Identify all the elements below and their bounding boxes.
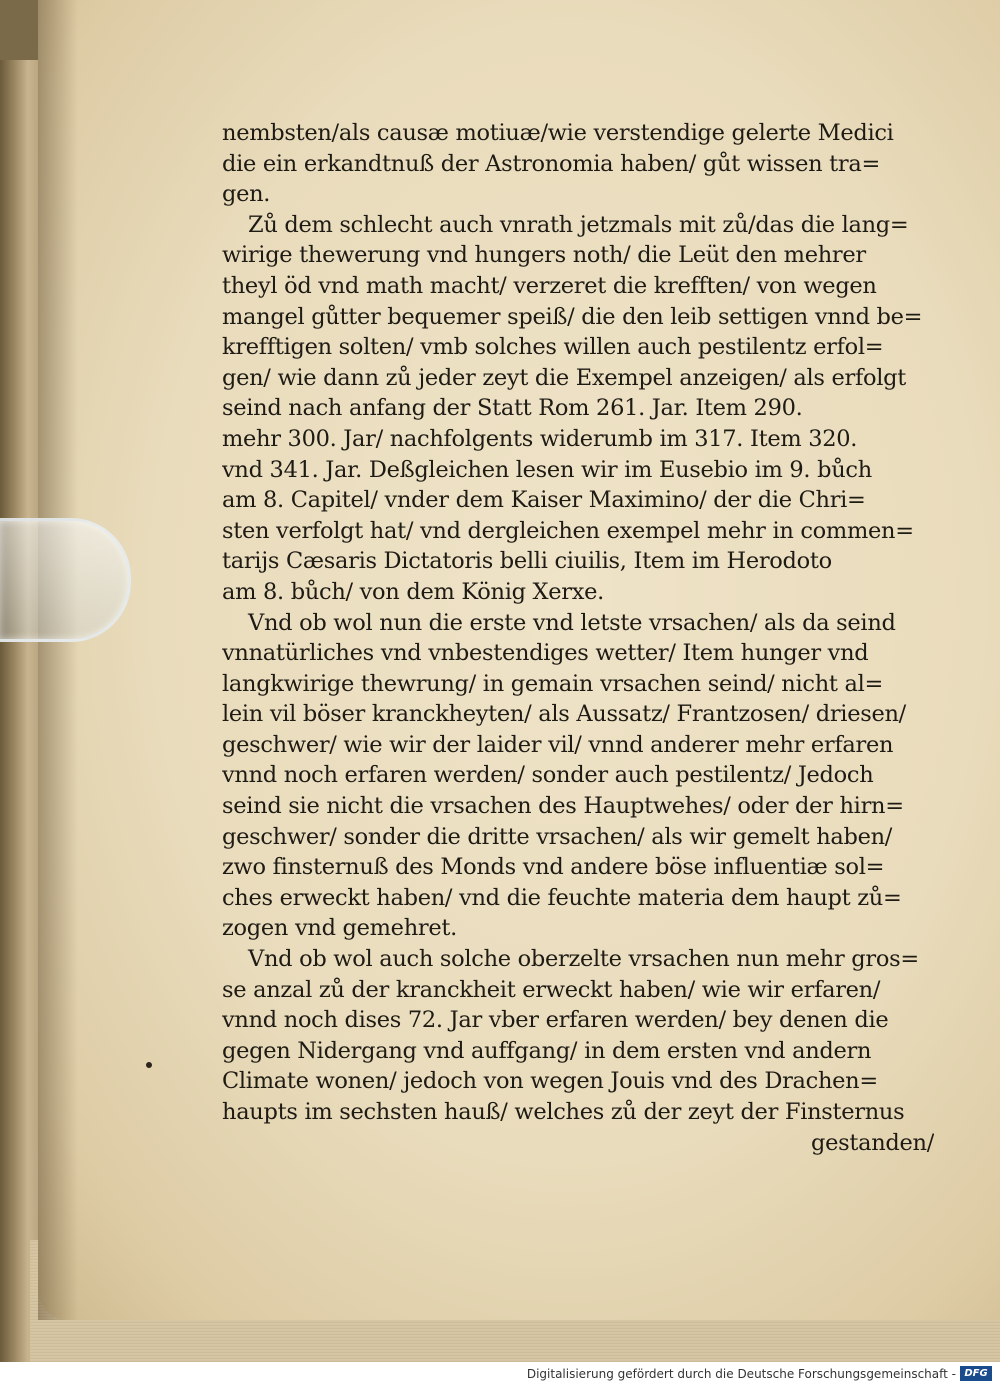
text-line: am 8. Capitel/ vnder dem Kaiser Maximino/ der die Chri=	[222, 487, 866, 514]
text-line: die ein erkandtnuß der Astronomia haben/ gůt wissen tra=	[222, 150, 881, 177]
text-line: Vnd ob wol auch solche oberzelte vrsachen nun mehr gros=	[248, 946, 919, 973]
text-line: gen.	[222, 181, 271, 208]
text-line: seind sie nicht die vrsachen des Hauptwehes/ oder der hirn=	[222, 793, 904, 820]
text-line: geschwer/ sonder die dritte vrsachen/ als wir gemelt haben/	[222, 823, 893, 850]
ink-speck	[146, 1062, 152, 1068]
text-line: wirige thewerung vnd hungers noth/ die Leüt den mehrer	[222, 242, 866, 269]
text-line: se anzal zů der kranckheit erweckt haben/ wie wir erfaren/	[222, 976, 881, 1003]
text-line: zogen vnd gemehret.	[222, 915, 457, 942]
text-line: ches erweckt haben/ vnd die feuchte materia dem haupt zů=	[222, 884, 902, 911]
text-line: theyl öd vnd math macht/ verzeret die krefften/ von wegen	[222, 272, 877, 299]
text-line: gestanden/	[810, 1129, 934, 1156]
text-line: lein vil böser kranckheyten/ als Aussatz/ Frantzosen/ driesen/	[222, 701, 906, 728]
text-line: krefftigen solten/ vmb solches willen auch pestilentz erfol=	[222, 334, 884, 361]
footer-bar	[0, 1362, 1000, 1386]
text-line: tarijs Cæsaris Dictatoris belli ciuilis, Item im Herodoto	[222, 548, 832, 575]
text-line: langkwirige thewrung/ in gemain vrsachen seind/ nicht al=	[222, 670, 884, 697]
text-line: vnd 341. Jar. Deßgleichen lesen wir im Eusebio im 9. bůch	[222, 456, 872, 483]
text-line: gegen Nidergang vnd auffgang/ in dem ersten vnd andern	[222, 1037, 872, 1064]
bookmark-clip-icon	[0, 518, 131, 642]
text-line: Climate wonen/ jedoch von wegen Jouis vnd des Drachen=	[222, 1068, 878, 1095]
text-line: vnnd noch erfaren werden/ sonder auch pestilentz/ Jedoch	[222, 762, 874, 789]
text-line: mangel gůtter bequemer speiß/ die den leib settigen vnnd be=	[222, 303, 923, 330]
page-text-block	[222, 118, 934, 1158]
text-line: seind nach anfang der Statt Rom 261. Jar. Item 290.	[222, 395, 803, 422]
text-line: sten verfolgt hat/ vnd dergleichen exempel mehr in commen=	[222, 517, 914, 544]
text-line: vnnatürliches vnd vnbestendiges wetter/ Item hunger vnd	[222, 640, 869, 667]
text-line: gen/ wie dann zů jeder zeyt die Exempel anzeigen/ als erfolgt	[222, 364, 907, 391]
text-line: Zů dem schlecht auch vnrath jetzmals mit zů/das die lang=	[248, 211, 909, 238]
dfg-logo-icon: DFG	[960, 1366, 992, 1381]
text-line: nembsten/als causæ motiuæ/wie verstendige gelerte Medici	[222, 120, 894, 146]
text-line: vnnd noch dises 72. Jar vber erfaren werden/ bey denen die	[222, 1007, 889, 1034]
footer-credit: Digitalisierung gefördert durch die Deutsche Forschungsgemeinschaft -	[526, 1367, 956, 1381]
book-spine-edge	[0, 60, 40, 1362]
text-line: am 8. bůch/ von dem König Xerxe.	[222, 578, 604, 605]
page-gutter-shadow	[38, 0, 78, 1320]
text-line: zwo finsternuß des Monds vnd andere böse influentiæ sol=	[222, 854, 885, 881]
text-line: mehr 300. Jar/ nachfolgents widerumb im 317. Item 320.	[222, 425, 858, 452]
text-line: geschwer/ wie wir der laider vil/ vnnd anderer mehr erfaren	[222, 731, 894, 758]
text-line: haupts im sechsten hauß/ welches zů der zeyt der Finsternus	[222, 1099, 905, 1125]
text-line: Vnd ob wol nun die erste vnd letste vrsachen/ als da seind	[248, 609, 896, 636]
